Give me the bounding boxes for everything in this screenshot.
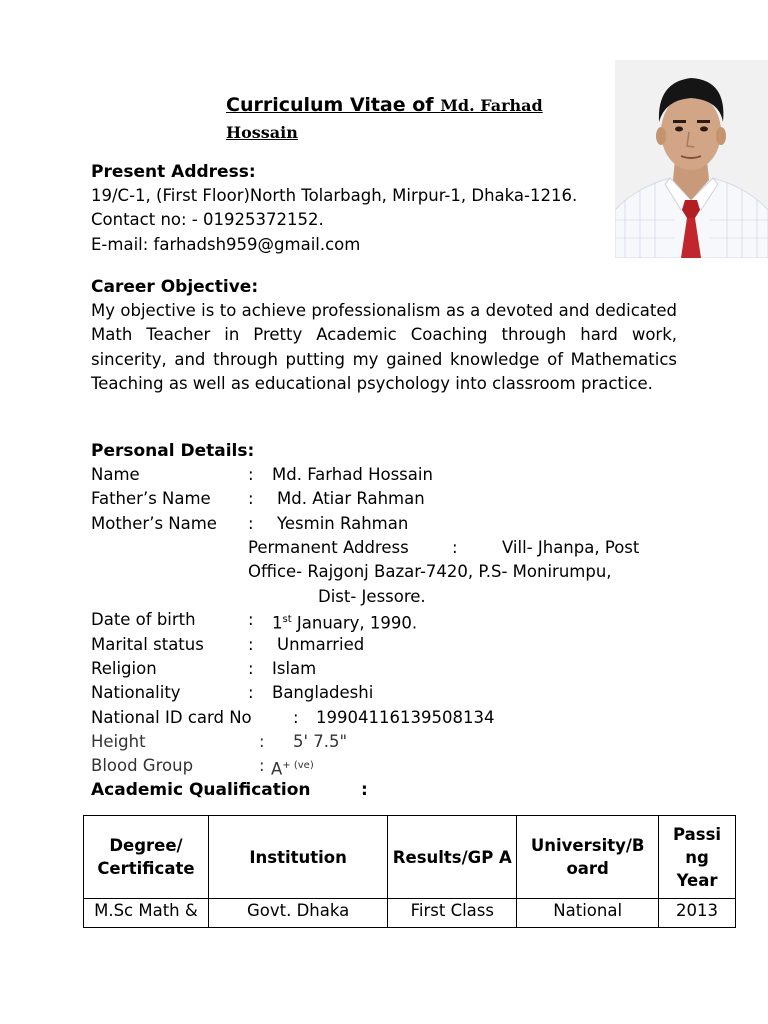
permanent-address-line3: Dist- Jessore. bbox=[318, 587, 426, 606]
table-cell: National bbox=[517, 899, 659, 928]
blood-type: A bbox=[271, 759, 283, 779]
detail-label: Permanent Address bbox=[248, 538, 409, 557]
table-cell: M.Sc Math & bbox=[84, 899, 209, 928]
detail-colon: : bbox=[259, 732, 265, 751]
table-cell: Govt. Dhaka bbox=[208, 899, 388, 928]
academic-heading-colon: : bbox=[361, 780, 368, 800]
detail-value bbox=[272, 608, 417, 636]
blood-rh: + (ve) bbox=[282, 760, 314, 771]
detail-colon: : bbox=[248, 659, 254, 678]
detail-colon: : bbox=[248, 683, 254, 702]
career-objective-heading: Career Objective: bbox=[91, 277, 259, 297]
permanent-address-line2: Office- Rajgonj Bazar-7420, P.S- Monirumpu, bbox=[248, 562, 612, 581]
detail-label: Mother’s Name bbox=[91, 514, 217, 533]
career-objective-text: My objective is to achieve professionalism as a devoted and dedicated Math Teacher in Pretty Academic Coaching through hard work, sincerity, and through putting my gained knowledge of Mathematics Teaching as well as educational psychology into classroom practice. bbox=[91, 301, 677, 393]
cv-title bbox=[226, 92, 576, 146]
detail-value: Vill- Jhanpa, Post bbox=[502, 538, 640, 557]
table-header-cell: Results/GP A bbox=[388, 816, 517, 899]
detail-label: Blood Group bbox=[91, 756, 194, 775]
present-address-heading: Present Address: bbox=[91, 162, 256, 182]
detail-value: 5' 7.5" bbox=[293, 732, 348, 751]
detail-colon: : bbox=[452, 538, 458, 557]
table-header-cell: University/B oard bbox=[517, 816, 659, 899]
title-prefix: Curriculum Vitae of bbox=[226, 94, 441, 116]
contact-number: Contact no: - 01925372152. bbox=[91, 210, 324, 229]
detail-value: Md. Atiar Rahman bbox=[277, 489, 425, 508]
detail-value: Unmarried bbox=[277, 635, 365, 654]
detail-label: Marital status bbox=[91, 635, 204, 654]
title-name-line1: Md. Farhad bbox=[440, 96, 543, 115]
detail-value: Md. Farhad Hossain bbox=[272, 465, 433, 484]
dob-day: 1 bbox=[272, 613, 283, 633]
detail-label: Father’s Name bbox=[91, 489, 211, 508]
detail-label: Nationality bbox=[91, 683, 181, 702]
detail-label: Height bbox=[91, 732, 146, 751]
table-row bbox=[84, 899, 736, 928]
personal-details-heading: Personal Details: bbox=[91, 441, 255, 461]
detail-colon: : bbox=[248, 610, 254, 629]
profile-photo-illustration bbox=[615, 60, 768, 258]
table-header-row bbox=[84, 816, 736, 899]
detail-value: 19904116139508134 bbox=[316, 708, 495, 727]
academic-table bbox=[83, 815, 736, 928]
detail-value: Bangladeshi bbox=[272, 683, 374, 702]
detail-value: Islam bbox=[272, 659, 317, 678]
dob-rest: January, 1990. bbox=[291, 613, 418, 633]
title-name-line2: Hossain bbox=[226, 123, 298, 142]
detail-label: National ID card No bbox=[91, 708, 252, 727]
academic-heading: Academic Qualification bbox=[91, 780, 311, 800]
present-address-text: 19/C-1, (First Floor)North Tolarbagh, Mirpur-1, Dhaka-1216. bbox=[91, 186, 578, 205]
detail-label: Religion bbox=[91, 659, 157, 678]
detail-colon: : bbox=[248, 465, 254, 484]
detail-colon: : bbox=[259, 756, 265, 775]
detail-colon: : bbox=[248, 514, 254, 533]
detail-value: Yesmin Rahman bbox=[277, 514, 409, 533]
table-header-cell: Institution bbox=[208, 816, 388, 899]
email-address: E-mail: farhadsh959@gmail.com bbox=[91, 235, 361, 254]
profile-photo bbox=[615, 60, 768, 258]
table-cell: First Class bbox=[388, 899, 517, 928]
detail-label: Date of birth bbox=[91, 610, 196, 629]
table-header-cell: Degree/ Certificate bbox=[84, 816, 209, 899]
table-cell: 2013 bbox=[659, 899, 736, 928]
detail-colon: : bbox=[293, 708, 299, 727]
detail-label: Name bbox=[91, 465, 140, 484]
detail-colon: : bbox=[248, 489, 254, 508]
detail-colon: : bbox=[248, 635, 254, 654]
table-header-cell: Passi ng Year bbox=[659, 816, 736, 899]
dob-day-suffix: st bbox=[282, 614, 292, 625]
